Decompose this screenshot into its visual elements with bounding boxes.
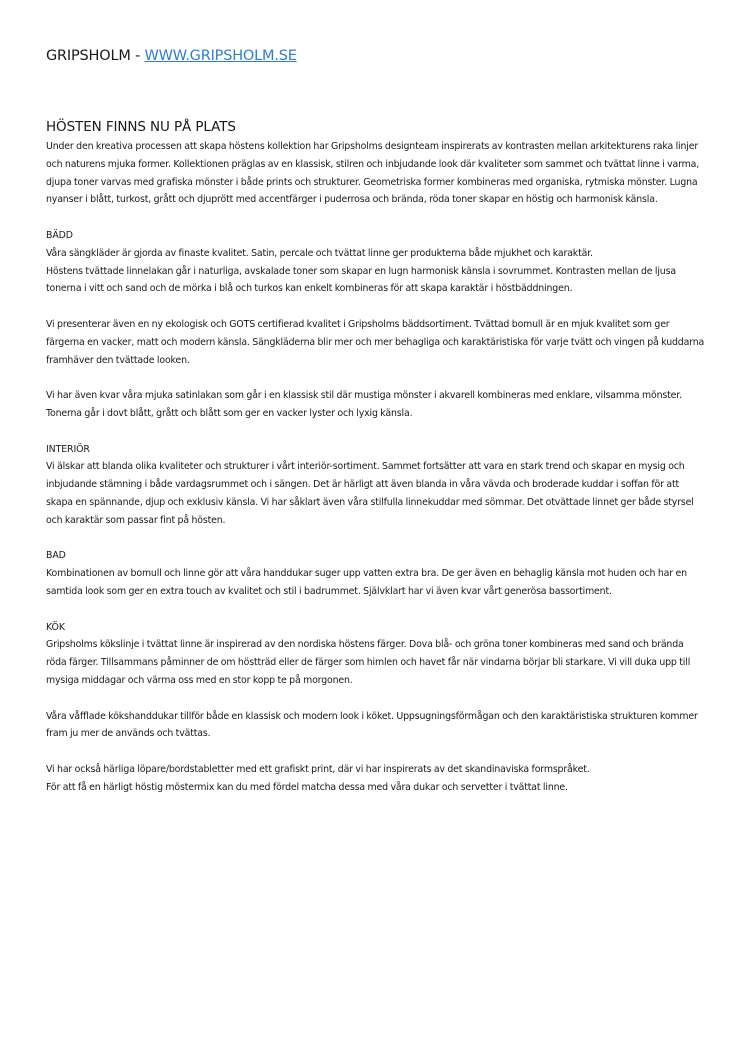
paragraph: Höstens tvättade linnelakan går i naturliga, avskalade toner som skapar en lugn harmonisk känsla i sovrummet. Kontrasten mellan de ljusa tonerna i vitt och sand och de mörka i blå och turkos kan enkelt kombineras för att skapa karaktär i höstbäddningen. (46, 265, 676, 295)
paragraph: Våra våfflade kökshanddukar tillför både en klassisk och modern look i köket. Uppsugningsförmågan och den karaktäristiska strukturen kommer fram ju mer de används och tvättas. (46, 710, 698, 740)
website-link[interactable]: WWW.GRIPSHOLM.SE (144, 48, 297, 64)
brand-name: GRIPSHOLM (46, 48, 131, 64)
article (46, 119, 706, 796)
paragraph: Gripsholms kökslinje i tvättat linne är inspirerad av den nordiska höstens färger. Dova blå- och gröna toner kombineras med sand och brända röda färger. Tillsammans påminner de om höstträd eller de färger som himlen och havet får när vindarna börjar bli starkare. Vi vill duka upp till mysiga middagar och värma oss med en stor kopp te på morgonen. (46, 639, 691, 686)
section-heading-badd: BÄDD (46, 229, 73, 241)
section-heading-bad: BAD (46, 550, 66, 562)
intro-paragraph: Under den kreativa processen att skapa höstens kollektion har Gripsholms designteam inspirerats av kontrasten mellan arkitekturens raka linjer och naturens mjuka former. Kollektionen präglas av en klassisk, stilren och inbjudande look där kvaliteter som sammet och tvättat linne i varma, djupa toner varvas med grafiska mönster i både prints och strukturer. Geometriska former kombineras med organiska, rytmiska mönster. Lugna nyanser i blått, turkost, grått och djuprött med accentfärger i puderrosa och brända, röda toner skapar en höstig och harmonisk känsla. (46, 141, 700, 206)
header-separator: - (130, 48, 145, 64)
paragraph: Våra sängkläder är gjorda av finaste kvalitet. Satin, percale och tvättat linne ger produkterna både mjukhet och karaktär. (46, 247, 593, 259)
paragraph: Kombinationen av bomull och linne gör att våra handdukar suger upp vatten extra bra. De ger även en behaglig känsla mot huden och har en samtida look som ger en extra touch av kvalitet och stil i badrummet. Självklart har vi även kvar vårt generösa bassortiment. (46, 568, 687, 597)
paragraph: Vi har också härliga löpare/bordstabletter med ett grafiskt print, där vi har inspirerats av det skandinaviska formspråket. (46, 763, 590, 775)
section-heading-interior: INTERIÖR (46, 443, 90, 455)
paragraph: För att få en härligt höstig möstermix kan du med fördel matcha dessa med våra dukar och servetter i tvättat linne. (46, 781, 568, 793)
section-heading-kok: KÖK (46, 621, 65, 633)
paragraph: Vi presenterar även en ny ekologisk och GOTS certifierad kvalitet i Gripsholms bäddsortiment. Tvättad bomull är en mjuk kvalitet som ger färgerna en vacker, matt och modern känsla. Sängkläderna blir mer och mer behagliga och karaktäristiska för varje tvätt och vingen på kuddarna framhäver den tvättade looken. (46, 318, 705, 366)
page-header (46, 48, 297, 64)
paragraph: Vi har även kvar våra mjuka satinlakan som går i en klassisk stil där mustiga mönster i akvarell kombineras med enklare, vilsamma mönster. Tonerna går i dovt blått, grått och blått som ger en vacker lyster och lyxig känsla. (46, 390, 682, 419)
article-title: HÖSTEN FINNS NU PÅ PLATS (46, 119, 236, 135)
paragraph: Vi älskar att blanda olika kvaliteter och strukturer i vårt interiör-sortiment. Sammet fortsätter att vara en stark trend och skapar en mysig och inbjudande stämning i både vardagsrummet och i sängen. Det är härligt att även blanda in våra vävda och broderade kuddar i soffan för att skapa en spännande, djup och exklusiv känsla. Vi har såklart även våra stilfulla linnekuddar med sömmar. Det otvättade linnet ger både styrsel och karaktär som passar fint på hösten. (46, 461, 694, 526)
